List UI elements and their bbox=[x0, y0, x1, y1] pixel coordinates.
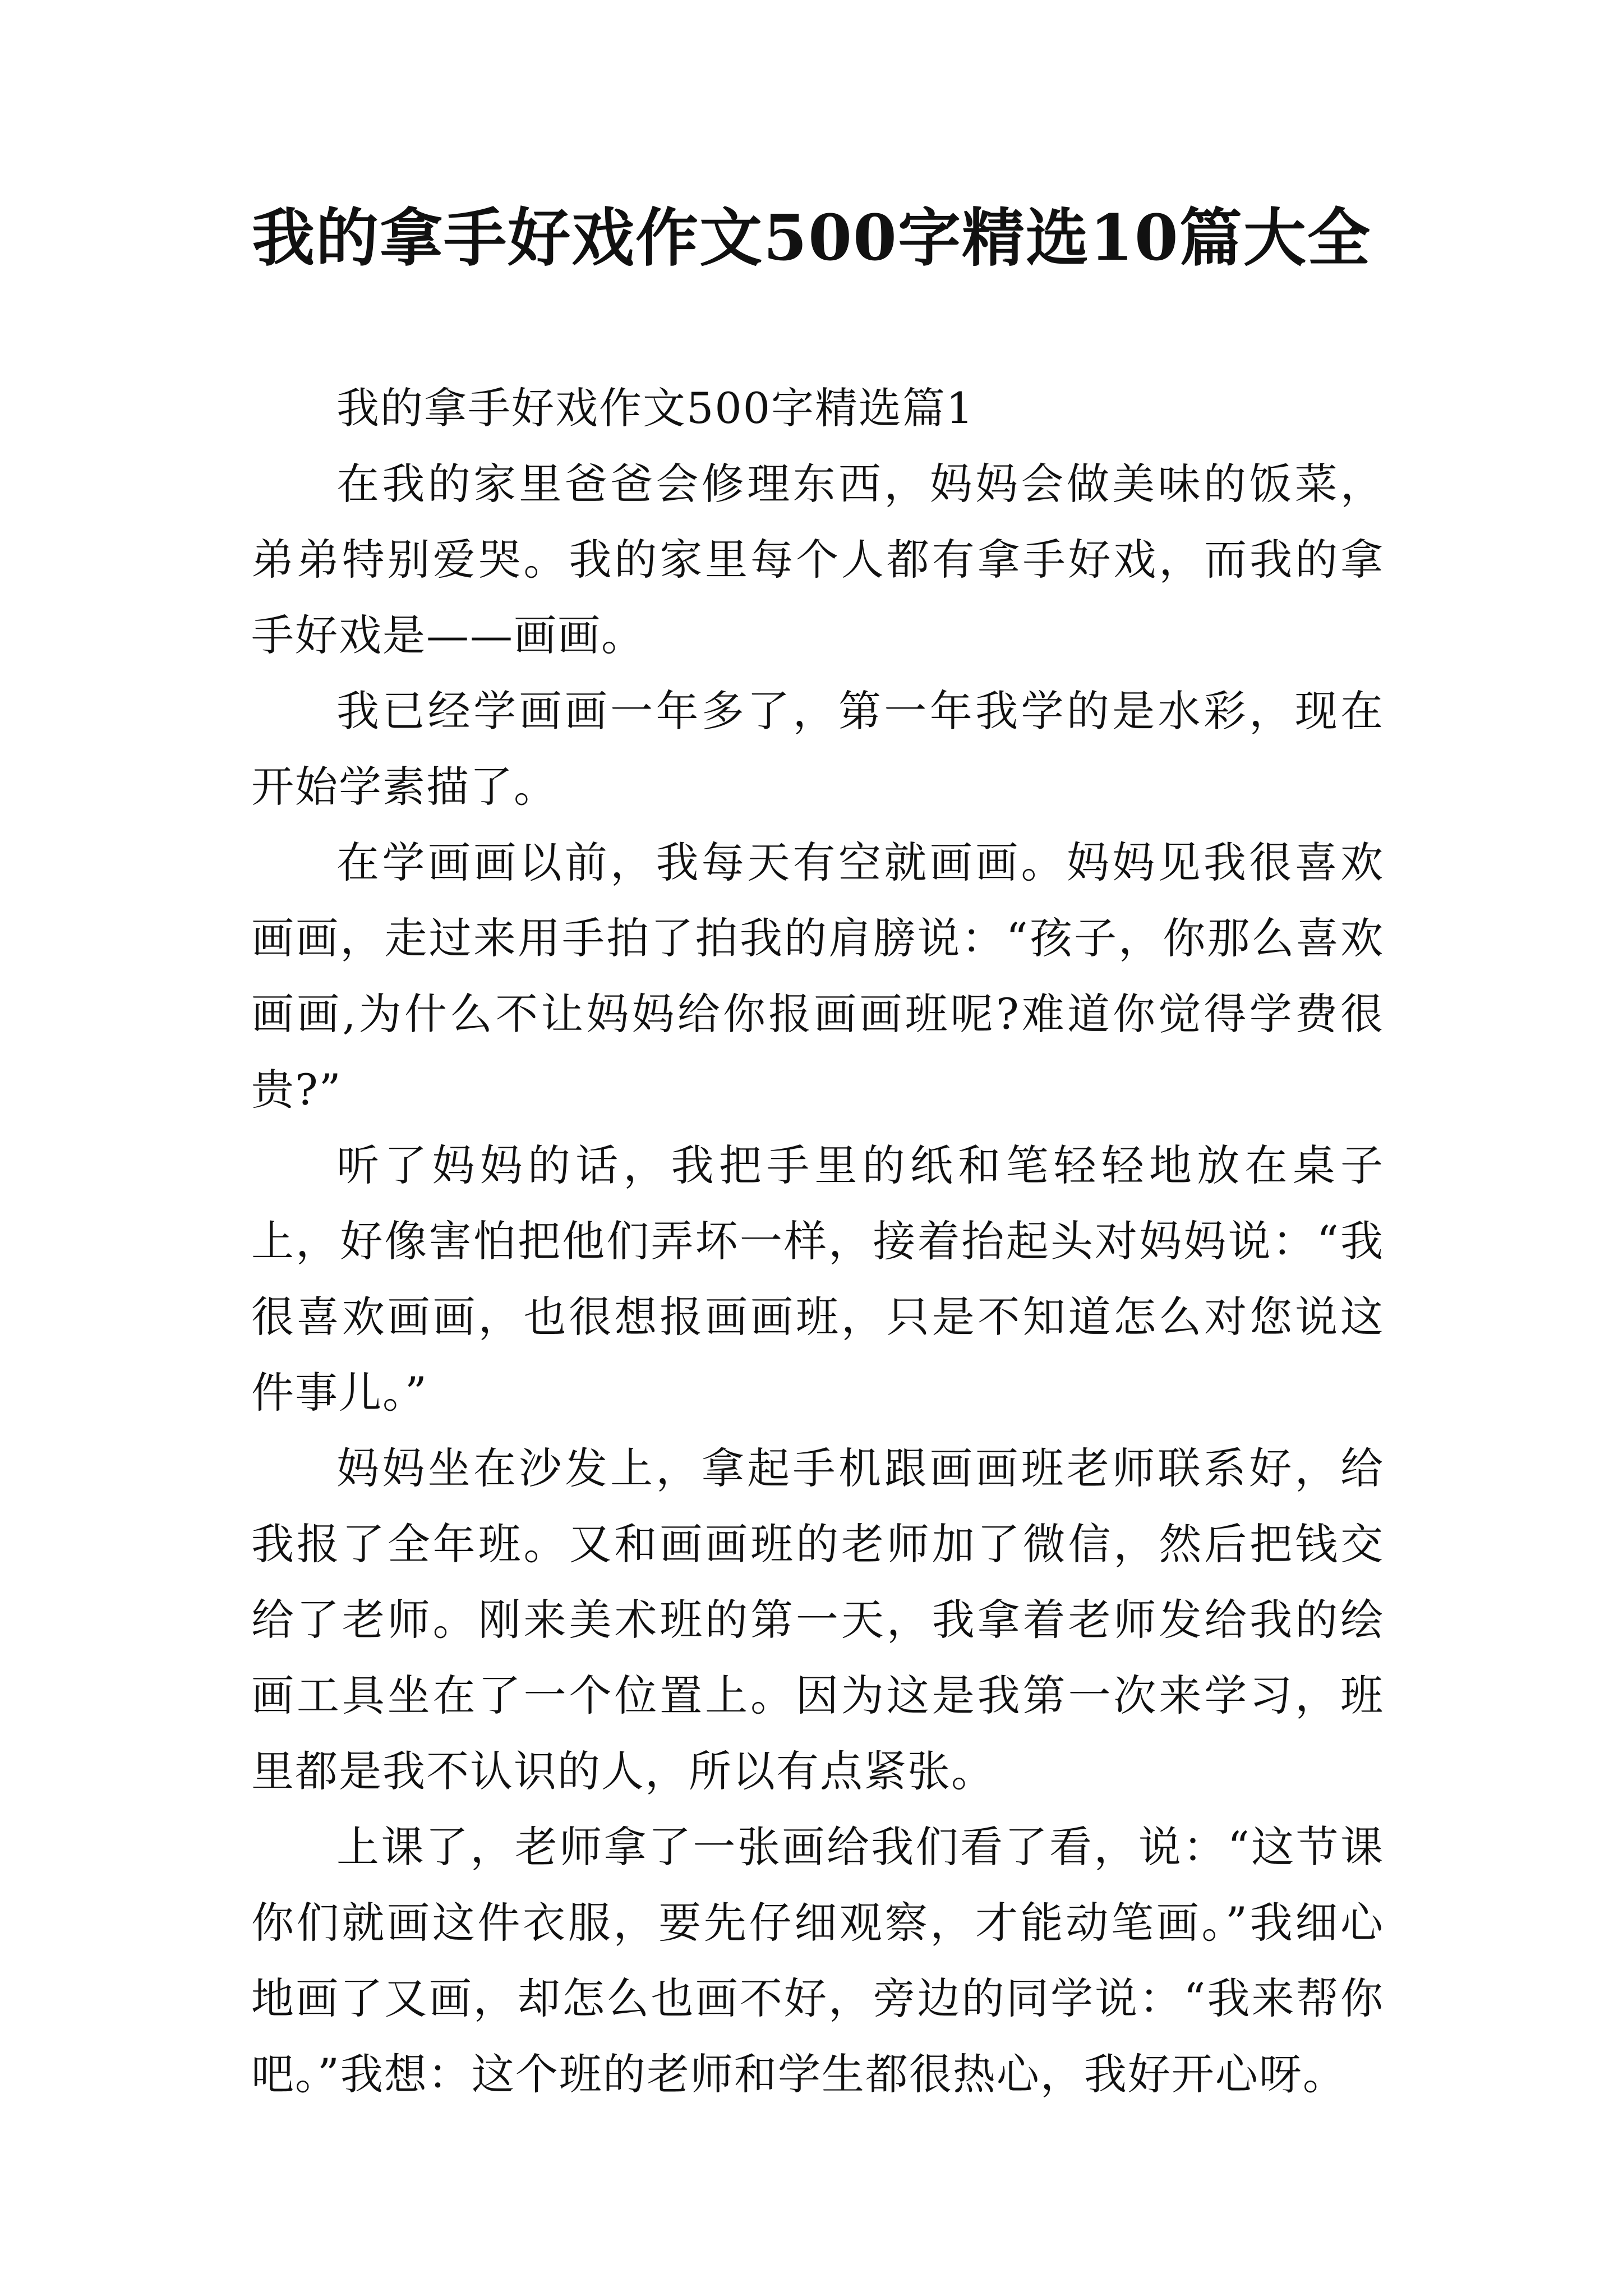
paragraph-2: 我已经学画画一年多了，第一年我学的是水彩，现在开始学素描了。 bbox=[251, 686, 1384, 812]
paragraph-6: 上课了，老师拿了一张画给我们看了看，说：“这节课你们就画这件衣服，要先仔细观察，才能动笔画。”我细心地画了又画，却怎么也画不好，旁边的同学说：“我来帮你吧。”我想：这个班的老师和学生都很热心，我好开心呀。 bbox=[251, 1822, 1384, 2099]
document-body bbox=[251, 370, 1384, 2112]
paragraph-1: 在我的家里爸爸会修理东西，妈妈会做美味的饭菜，弟弟特别爱哭。我的家里每个人都有拿手好戏，而我的拿手好戏是——画画。 bbox=[251, 459, 1384, 660]
paragraph-3: 在学画画以前，我每天有空就画画。妈妈见我很喜欢画画，走过来用手拍了拍我的肩膀说：“孩子，你那么喜欢画画,为什么不让妈妈给你报画画班呢?难道你觉得学费很贵?” bbox=[251, 838, 1384, 1115]
document-title: 我的拿手好戏作文500字精选10篇大全 bbox=[252, 201, 1371, 275]
paragraph-5: 妈妈坐在沙发上，拿起手机跟画画班老师联系好，给我报了全年班。又和画画班的老师加了微信，然后把钱交给了老师。刚来美术班的第一天，我拿着老师发给我的绘画工具坐在了一个位置上。因为这是我第一次来学习，班里都是我不认识的人，所以有点紧张。 bbox=[251, 1443, 1384, 1796]
section-heading: 我的拿手好戏作文500字精选篇1 bbox=[336, 383, 975, 433]
paragraph-4: 听了妈妈的话，我把手里的纸和笔轻轻地放在桌子上，好像害怕把他们弄坏一样，接着抬起头对妈妈说：“我很喜欢画画，也很想报画画班，只是不知道怎么对您说这件事儿。” bbox=[251, 1140, 1384, 1418]
